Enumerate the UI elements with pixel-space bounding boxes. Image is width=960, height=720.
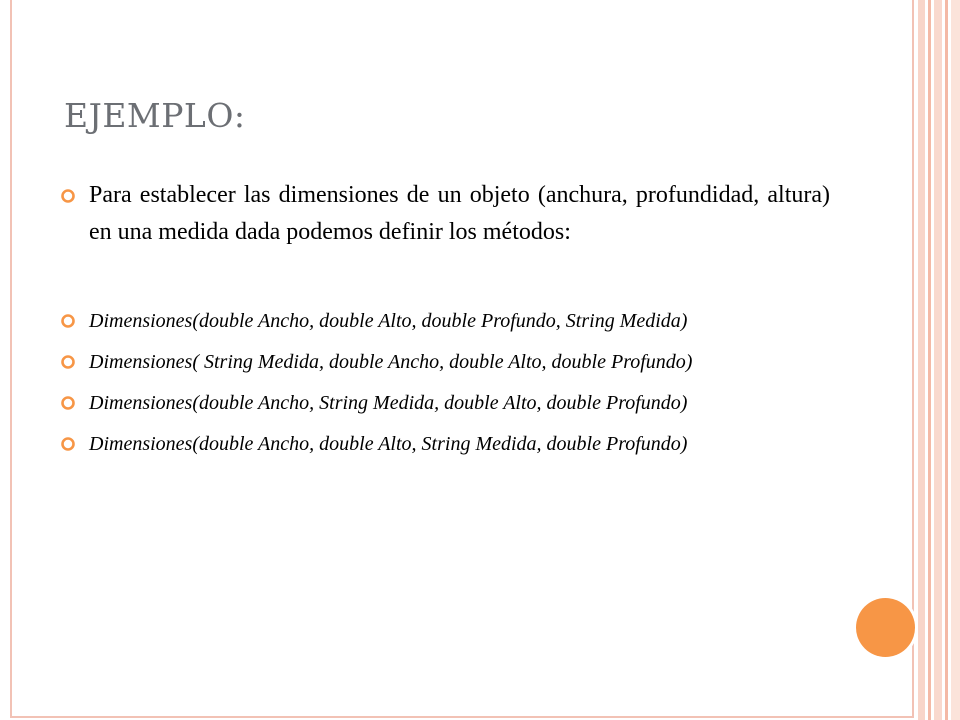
circle-bullet-icon (60, 313, 76, 329)
list-item (60, 306, 830, 336)
decorative-circle (856, 598, 915, 657)
method-signature: Dimensiones(double Ancho, double Alto, String Medida, double Profundo) (89, 433, 688, 455)
method-signature: Dimensiones( String Medida, double Ancho, double Alto, double Profundo) (89, 351, 693, 373)
circle-bullet-icon (60, 395, 76, 411)
intro-text: Para establecer las dimensiones de un objeto (anchura, profundidad, altura) en una medida dada podemos definir los métodos: (89, 182, 830, 245)
list-item (60, 388, 830, 418)
circle-bullet-icon (60, 188, 76, 204)
list-item (60, 177, 830, 251)
circle-bullet-icon (60, 354, 76, 370)
method-signature: Dimensiones(double Ancho, String Medida, double Alto, double Profundo) (89, 392, 688, 414)
circle-bullet-icon (60, 436, 76, 452)
method-signature: Dimensiones(double Ancho, double Alto, double Profundo, String Medida) (89, 310, 688, 332)
slide-title: EJEMPLO: (64, 96, 246, 135)
list-item (60, 347, 830, 377)
decorative-stripes (918, 0, 960, 720)
list-item (60, 429, 830, 459)
bullet-list (60, 177, 830, 470)
